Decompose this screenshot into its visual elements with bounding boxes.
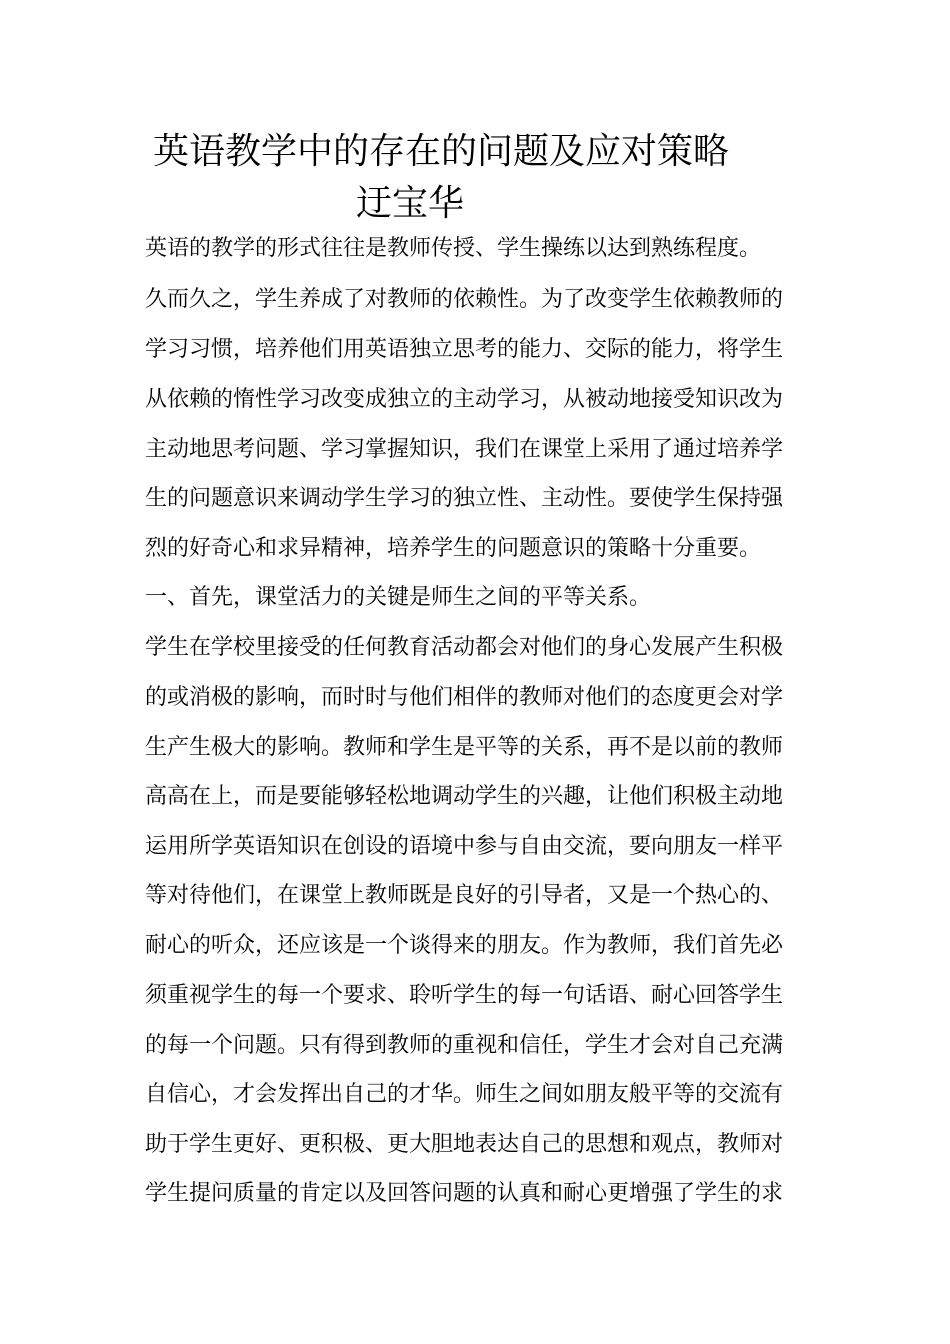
body-line-6: 生的问题意识来调动学生学习的独立性、主动性。要使学生保持强 [145,486,784,511]
body-line-10: 的或消极的影响，而时时与他们相伴的教师对他们的态度更会对学 [145,685,784,710]
body-line-1: 英语的教学的形式往往是教师传授、学生操练以达到熟练程度。 [145,236,762,261]
body-line-3: 学习习惯，培养他们用英语独立思考的能力、交际的能力，将学生 [145,337,784,362]
body-line-15: 耐心的听众，还应该是一个谈得来的朋友。作为教师，我们首先必 [145,933,784,958]
body-line-12: 高高在上，而是要能够轻松地调动学生的兴趣，让他们积极主动地 [145,784,784,809]
body-line-13: 运用所学英语知识在创设的语境中参与自由交流，要向朋友一样平 [145,834,784,859]
body-line-17: 的每一个问题。只有得到教师的重视和信任，学生才会对自己充满 [145,1033,784,1058]
body-line-7: 烈的好奇心和求异精神，培养学生的问题意识的策略十分重要。 [145,536,762,561]
body-line-20: 学生提问质量的肯定以及回答问题的认真和耐心更增强了学生的求 [145,1181,784,1206]
body-line-4: 从依赖的惰性学习改变成独立的主动学习，从被动地接受知识改为 [145,387,784,412]
body-line-18: 自信心，才会发挥出自己的才华。师生之间如朋友般平等的交流有 [145,1082,784,1107]
body-line-19: 助于学生更好、更积极、更大胆地表达自己的思想和观点，教师对 [145,1132,784,1157]
body-line-11: 生产生极大的影响。教师和学生是平等的关系，再不是以前的教师 [145,735,784,760]
document-author: 迂宝华 [356,183,465,224]
section-heading-1: 一、首先，课堂活力的关键是师生之间的平等关系。 [145,585,652,610]
body-line-9: 学生在学校里接受的任何教育活动都会对他们的身心发展产生积极 [145,635,784,660]
body-line-14: 等对待他们，在课堂上教师既是良好的引导者，又是一个热心的、 [145,883,784,908]
body-line-5: 主动地思考问题、学习掌握知识，我们在课堂上采用了通过培养学 [145,437,784,462]
document-title: 英语教学中的存在的问题及应对策略 [153,131,730,172]
body-line-16: 须重视学生的每一个要求、聆听学生的每一句话语、耐心回答学生 [145,983,784,1008]
body-line-2: 久而久之，学生养成了对教师的依赖性。为了改变学生依赖教师的 [145,287,784,312]
